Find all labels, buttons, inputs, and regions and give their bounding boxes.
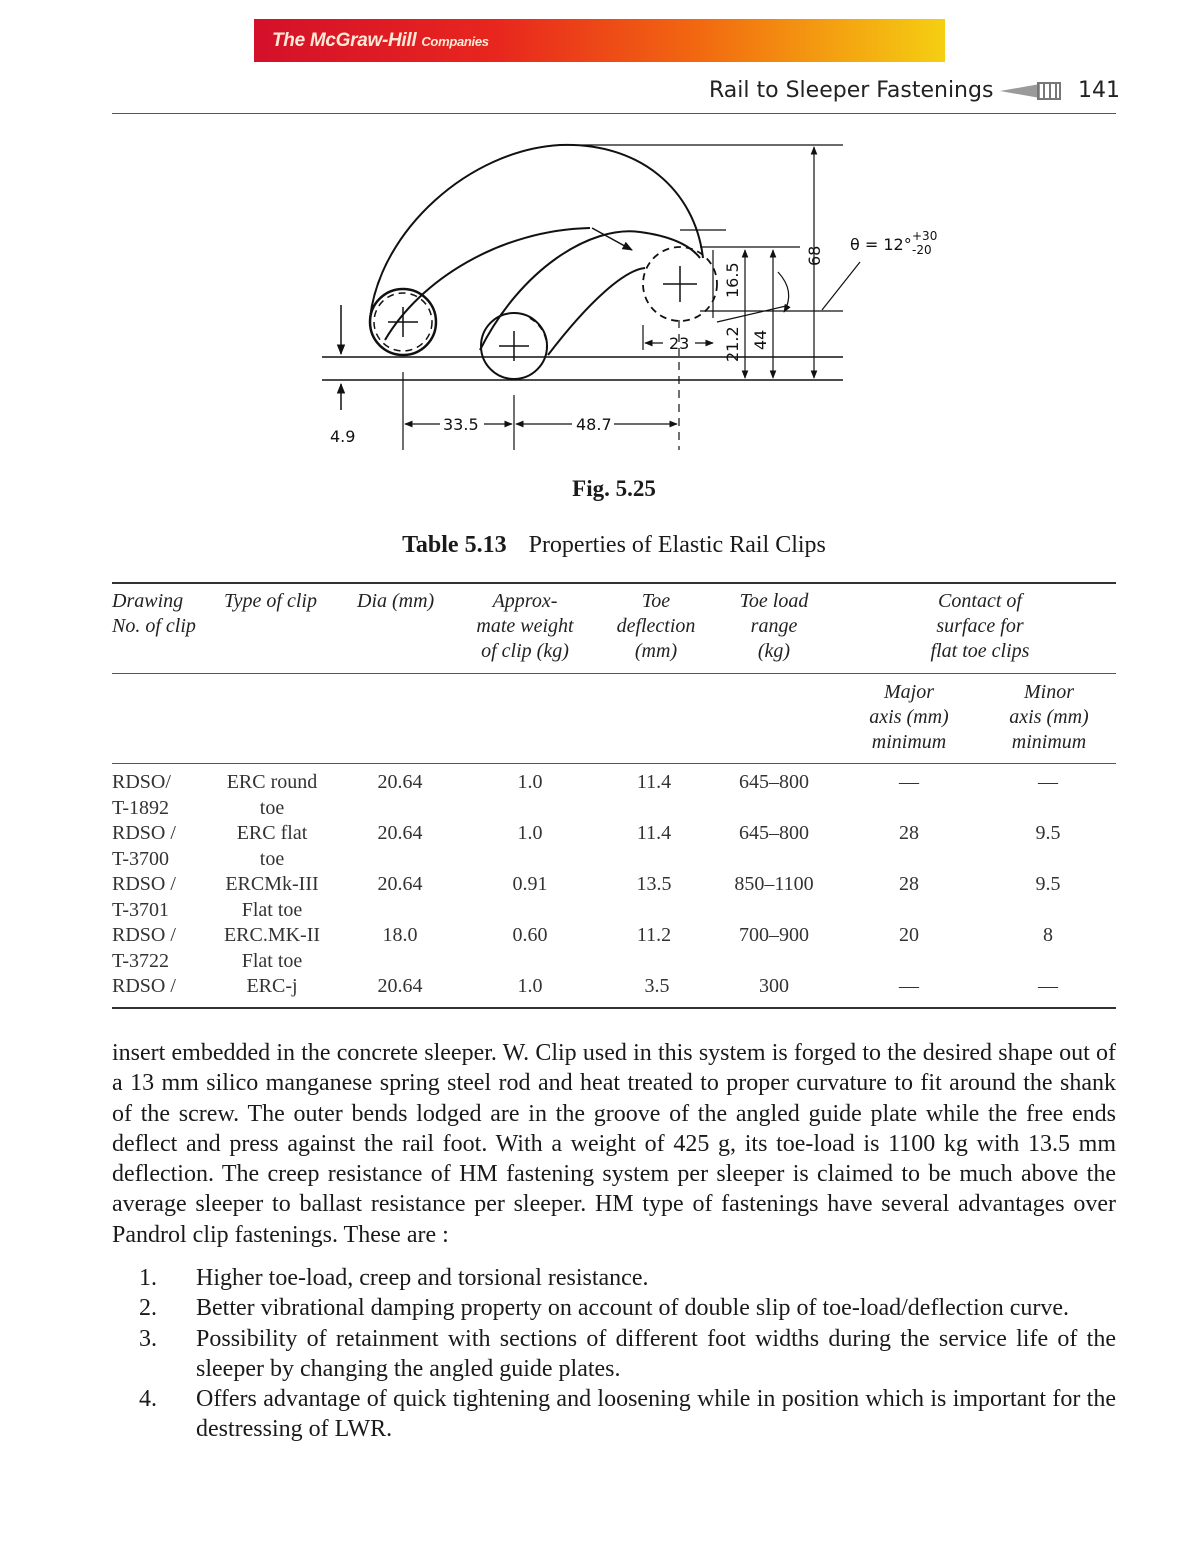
- header-contact-surface: Contact of surface for flat toe clips: [930, 590, 1030, 662]
- dim-48-7: 48.7: [576, 415, 612, 434]
- advantages-list: [112, 1263, 1116, 1445]
- cell-weight: 0.91: [512, 873, 548, 895]
- cell-dia: 20.64: [377, 873, 423, 895]
- table-row: [0, 770, 1200, 820]
- header-dia: Dia (mm): [357, 590, 435, 612]
- dim-68: 68: [805, 245, 824, 266]
- table-row: [0, 974, 1200, 1004]
- cell-weight: 1.0: [517, 771, 543, 793]
- table-row: [0, 872, 1200, 922]
- header-major-axis: Major axis (mm) minimum: [869, 681, 949, 753]
- cell-minor: 8: [1043, 924, 1053, 946]
- cell-load: 850–1100: [734, 873, 814, 895]
- cell-drawing: RDSO/ T-1892: [112, 771, 171, 819]
- cell-major: 28: [899, 822, 919, 844]
- angle-tolerance-plus: +30: [912, 229, 938, 243]
- cell-weight: 0.60: [512, 924, 548, 946]
- cell-minor: 9.5: [1035, 822, 1061, 844]
- cell-major: —: [899, 975, 919, 997]
- list-item: 2. Better vibrational damping property on account of double slip of toe-load/deflection curve.: [139, 1295, 1070, 1322]
- header-toe-load: Toe load range (kg): [739, 590, 809, 662]
- cell-load: 645–800: [739, 822, 809, 844]
- cell-deflection: 11.4: [636, 822, 672, 844]
- cell-load: 700–900: [739, 924, 809, 946]
- table-bottom-rule: [112, 1007, 1116, 1009]
- table-subheader-rule: [112, 763, 1116, 764]
- list-item: 1. Higher toe-load, creep and torsional resistance.: [139, 1265, 649, 1291]
- publisher-suffix: Companies: [421, 34, 489, 49]
- cell-drawing: RDSO / T-3701: [112, 873, 176, 921]
- cell-major: 20: [899, 924, 919, 946]
- cell-minor: 9.5: [1035, 873, 1061, 895]
- publisher-banner: [254, 19, 945, 62]
- cell-type: ERC round toe: [226, 771, 318, 819]
- rail-icon: [1000, 82, 1064, 100]
- cell-minor: —: [1038, 771, 1058, 793]
- cell-deflection: 3.5: [644, 975, 670, 997]
- dim-4-9: 4.9: [330, 427, 356, 446]
- table-caption: [0, 532, 1200, 559]
- table-title: Properties of Elastic Rail Clips: [528, 532, 826, 558]
- dim-33-5: 33.5: [443, 415, 479, 434]
- cell-type: ERC flat toe: [236, 822, 308, 870]
- chapter-title: Rail to Sleeper Fastenings: [709, 78, 994, 103]
- cell-deflection: 11.2: [636, 924, 672, 946]
- table-top-rule: [112, 582, 1116, 584]
- header-drawing-no: Drawing No. of clip: [112, 590, 196, 637]
- list-item: 3. Possibility of retainment with sections of different foot widths during the service life of the sleeper by changing the angled guide plates.: [139, 1325, 1116, 1382]
- header-toe-deflection: Toe deflection (mm): [616, 590, 696, 662]
- dim-23: 23: [669, 334, 690, 353]
- table-row: [0, 923, 1200, 973]
- header-weight: Approx- mate weight of clip (kg): [476, 590, 574, 662]
- cell-drawing: RDSO /: [112, 975, 176, 997]
- cell-load: 300: [759, 975, 789, 997]
- cell-major: —: [899, 771, 919, 793]
- list-item: 4. Offers advantage of quick tightening and loosening while in position which is important for the destressing of LWR.: [139, 1386, 1116, 1443]
- cell-drawing: RDSO / T-3722: [112, 924, 176, 972]
- header-type: Type of clip: [224, 590, 317, 612]
- cell-weight: 1.0: [517, 975, 543, 997]
- cell-dia: 18.0: [382, 924, 418, 946]
- cell-deflection: 13.5: [636, 873, 672, 895]
- dim-16-5: 16.5: [723, 262, 742, 298]
- table-number: Table 5.13: [402, 532, 507, 558]
- table-header-rule: [112, 673, 1116, 674]
- cell-type: ERCMk-III Flat toe: [225, 873, 319, 921]
- dim-21-2: 21.2: [723, 326, 742, 362]
- cell-dia: 20.64: [377, 822, 423, 844]
- angle-tolerance-minus: -20: [912, 243, 932, 257]
- cell-dia: 20.64: [377, 975, 423, 997]
- body-paragraph: insert embedded in the concrete sleeper. W. Clip used in this system is forged to the desired shape out of a 13 mm silico manganese spring steel rod and heat treated to proper curvature to fit around the shank of the screw. The outer bends lodged are in the groove of the angled guide plate while the free ends deflect and press against the rail foot. With a weight of 425 g, its toe-load is 1100 kg with 13.5 mm deflection. The creep resistance of HM fastening system per sleeper is claimed to be much above the average sleeper to ballast resistance per sleeper. HM type of fastenings have several advantages over Pandrol clip fastenings. These are :: [112, 1040, 1116, 1248]
- cell-dia: 20.64: [377, 771, 423, 793]
- cell-weight: 1.0: [517, 822, 543, 844]
- publisher-logo: [272, 30, 489, 52]
- table-row: [0, 821, 1200, 871]
- dim-44: 44: [751, 329, 770, 350]
- header-minor-axis: Minor axis (mm) minimum: [1009, 681, 1089, 753]
- cell-load: 645–800: [739, 771, 809, 793]
- cell-type: ERC-j: [246, 975, 298, 997]
- clip-figure: [0, 130, 1200, 470]
- publisher-name: The McGraw-Hill: [272, 30, 417, 51]
- cell-drawing: RDSO / T-3700: [112, 822, 176, 870]
- angle-label: θ = 12°: [850, 235, 912, 254]
- header-rule: [112, 113, 1116, 114]
- figure-caption: Fig. 5.25: [572, 476, 656, 501]
- cell-major: 28: [899, 873, 919, 895]
- cell-minor: —: [1038, 975, 1058, 997]
- cell-deflection: 11.4: [636, 771, 672, 793]
- cell-type: ERC.MK-II Flat toe: [223, 924, 321, 972]
- page-number: 141: [1078, 78, 1120, 103]
